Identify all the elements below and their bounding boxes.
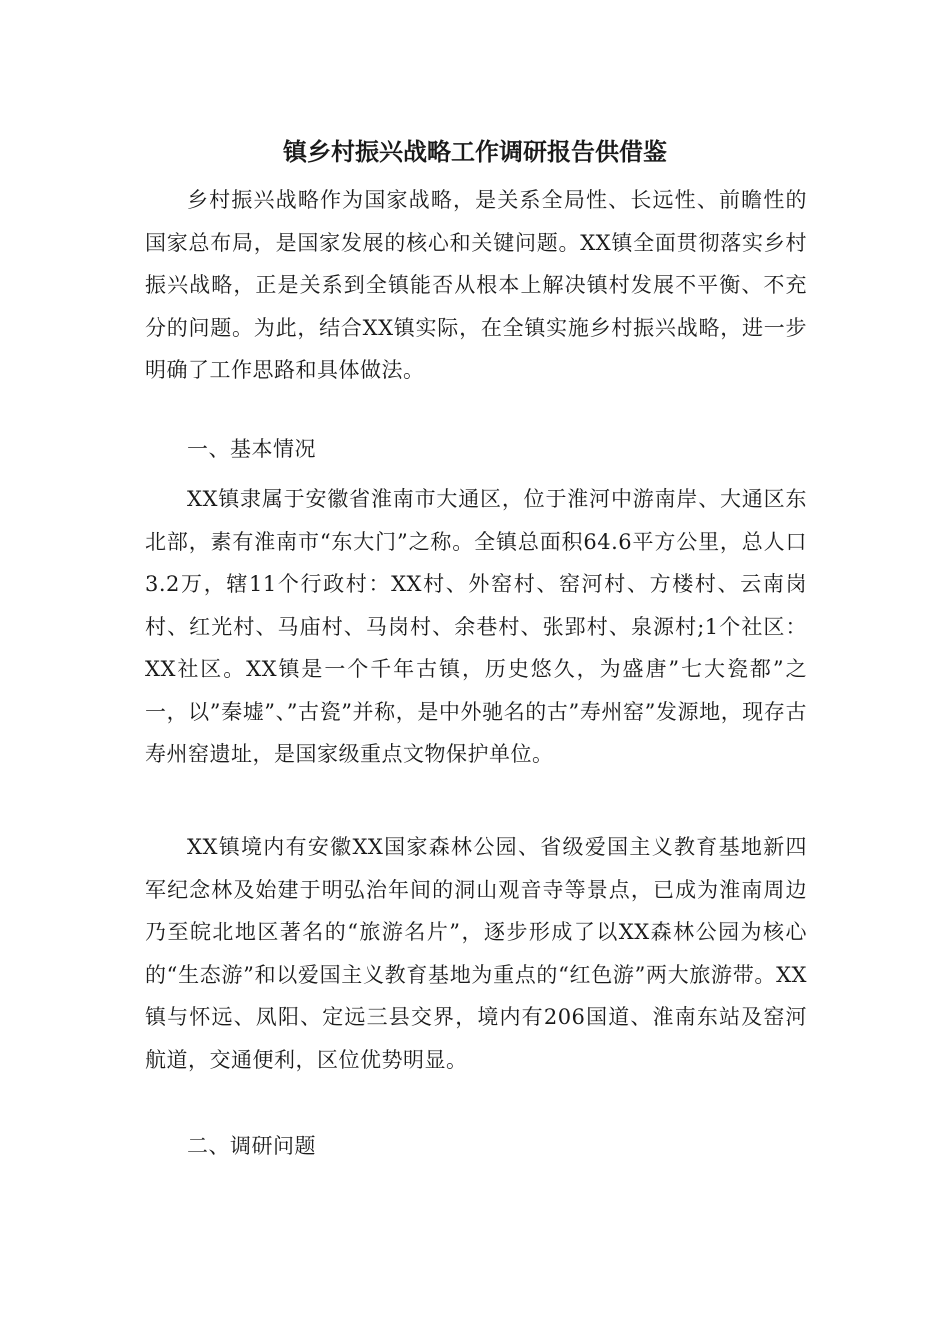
basic-situation-paragraph-2: XX镇境内有安徽XX国家森林公园、省级爱国主义教育基地新四军纪念林及始建于明弘治年间的洞山观音寺等景点，已成为淮南周边乃至皖北地区著名的“旅游名片”，逐步形成了以XX森林公园为核心的“生态游”和以爱国主义教育基地为重点的“红色游”两大旅游带。XX镇与怀远、凤阳、定远三县交界，境内有206国道、淮南东站及窑河航道，交通便利，区位优势明显。: [145, 835, 807, 1072]
basic-situation-paragraph-1: XX镇隶属于安徽省淮南市大通区，位于淮河中游南岸、大通区东北部，素有淮南市“东大门”之称。全镇总面积64.6平方公里，总人口3.2万，辖11个行政村：XX村、外窑村、窑河村、方楼村、云南岗村、红光村、马庙村、马岗村、余巷村、张郢村、泉源村;1个社区：XX社区。XX镇是一个千年古镇，历史悠久，为盛唐”七大瓷都”之一，以”秦墟”、”古瓷”并称，是中外驰名的古”寿州窑”发源地，现存古寿州窑遗址，是国家级重点文物保护单位。: [145, 487, 807, 766]
intro-paragraph: 乡村振兴战略作为国家战略，是关系全局性、长远性、前瞻性的国家总布局，是国家发展的核心和关键问题。XX镇全面贯彻落实乡村振兴战略，正是关系到全镇能否从根本上解决镇村发展不平衡、不充分的问题。为此，结合XX镇实际，在全镇实施乡村振兴战略，进一步明确了工作思路和具体做法。: [145, 188, 807, 382]
section-heading-research-issues: 二、调研问题: [187, 1134, 316, 1158]
document-title: 镇乡村振兴战略工作调研报告供借鉴: [283, 137, 667, 166]
section-heading-basic-situation: 一、基本情况: [187, 437, 316, 461]
